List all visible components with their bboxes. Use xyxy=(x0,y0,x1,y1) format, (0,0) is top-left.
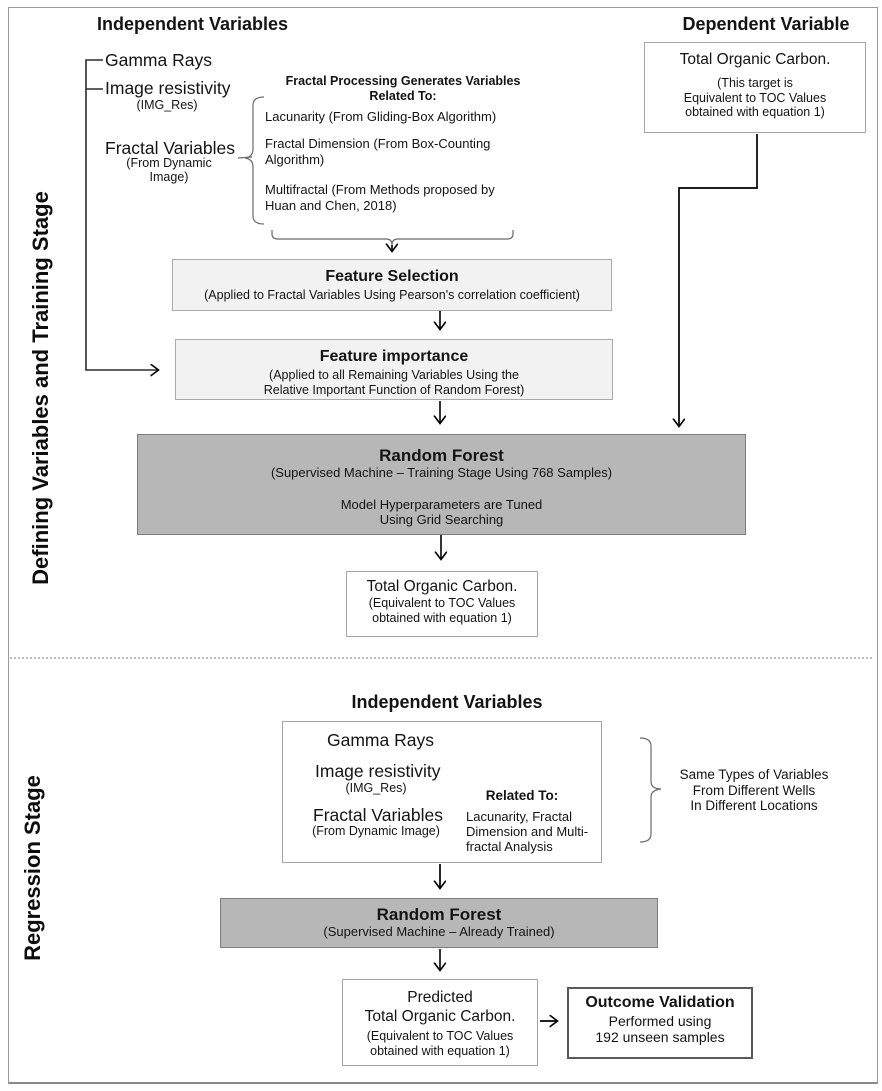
stage2-image-resistivity-sub: (IMG_Res) xyxy=(345,781,407,795)
random-forest-training-box: Random Forest (Supervised Machine – Training Stage Using 768 Samples) Model Hyperparameters are Tuned Using Grid Searching xyxy=(137,434,746,535)
stage1-image-resistivity-label: Image resistivity xyxy=(105,78,231,98)
stage2-fractal-variables-label: Fractal Variables xyxy=(313,805,444,825)
dependent-variable-header: Dependent Variable xyxy=(682,14,850,34)
fractal-processing-title xyxy=(272,74,534,103)
toc-result-title: Total Organic Carbon. xyxy=(366,578,518,595)
feature-selection-subtitle: (Applied to Fractal Variables Using Pearson's correlation coefficient) xyxy=(204,288,580,302)
feature-selection-title: Feature Selection xyxy=(325,268,459,285)
stage2-related-title: Related To: xyxy=(485,788,559,803)
feature-selection-box xyxy=(172,259,612,311)
dependent-toc-title: Total Organic Carbon. xyxy=(679,51,831,68)
same-types-annotation: Same Types of Variables From Different Wells In Different Locations xyxy=(679,767,829,813)
stage1-image-resistivity-sub: (IMG_Res) xyxy=(136,98,198,112)
random-forest-trained-box: Random Forest (Supervised Machine – Already Trained) xyxy=(220,898,658,948)
stage1-fractal-variables-label: Fractal Variables xyxy=(105,138,236,158)
stage-divider-dotted-line xyxy=(10,657,872,659)
dependent-toc-box: Total Organic Carbon. (This target is Equivalent to TOC Values obtained with equation 1) xyxy=(644,42,866,133)
outcome-validation-box: Outcome Validation Performed using 192 unseen samples xyxy=(567,987,753,1059)
stage1-side-label: Defining Variables and Training Stage xyxy=(28,191,53,585)
random-forest-2-title: Random Forest xyxy=(376,905,502,924)
fractal-item-multifractal: Multifractal (From Methods proposed by Huan and Chen, 2018) xyxy=(265,182,495,213)
stage2-independent-variables-header: Independent Variables xyxy=(351,692,543,712)
toc-result-box: Total Organic Carbon. (Equivalent to TOC Values obtained with equation 1) xyxy=(346,571,538,637)
fractal-sub-line2: Image) xyxy=(149,170,189,185)
feature-importance-box: Feature importance (Applied to all Remaining Variables Using the Relative Important Function of Random Forest) xyxy=(175,339,613,400)
random-forest-title: Random Forest xyxy=(379,446,504,465)
stage2-side-label: Regression Stage xyxy=(20,775,45,961)
stage2-related-lines: Lacunarity, Fractal Dimension and Multi- fractal Analysis xyxy=(466,809,589,854)
stage1-fractal-variables-sub xyxy=(107,156,231,185)
fractal-sub-line1: (From Dynamic xyxy=(126,156,212,170)
fractal-item-lacunarity: Lacunarity (From Gliding-Box Algorithm) xyxy=(265,109,497,124)
outcome-validation-title: Outcome Validation xyxy=(585,994,735,1011)
stage1-independent-variables-header: Independent Variables xyxy=(97,14,289,34)
fractal-item-dimension: Fractal Dimension (From Box-Counting Algorithm) xyxy=(265,136,491,167)
fractal-processing-title-line1: Fractal Processing Generates Variables xyxy=(285,74,521,88)
stage2-image-resistivity-label: Image resistivity xyxy=(315,761,441,781)
fractal-processing-title-line2: Related To: xyxy=(369,88,437,103)
feature-importance-title: Feature importance xyxy=(319,348,469,365)
stage2-gamma-rays-label: Gamma Rays xyxy=(327,730,434,750)
stage1-gamma-rays-label: Gamma Rays xyxy=(105,50,212,70)
stage2-fractal-variables-sub: (From Dynamic Image) xyxy=(312,824,440,838)
predicted-toc-box: Predicted Total Organic Carbon. (Equivalent to TOC Values obtained with equation 1) xyxy=(342,979,538,1066)
